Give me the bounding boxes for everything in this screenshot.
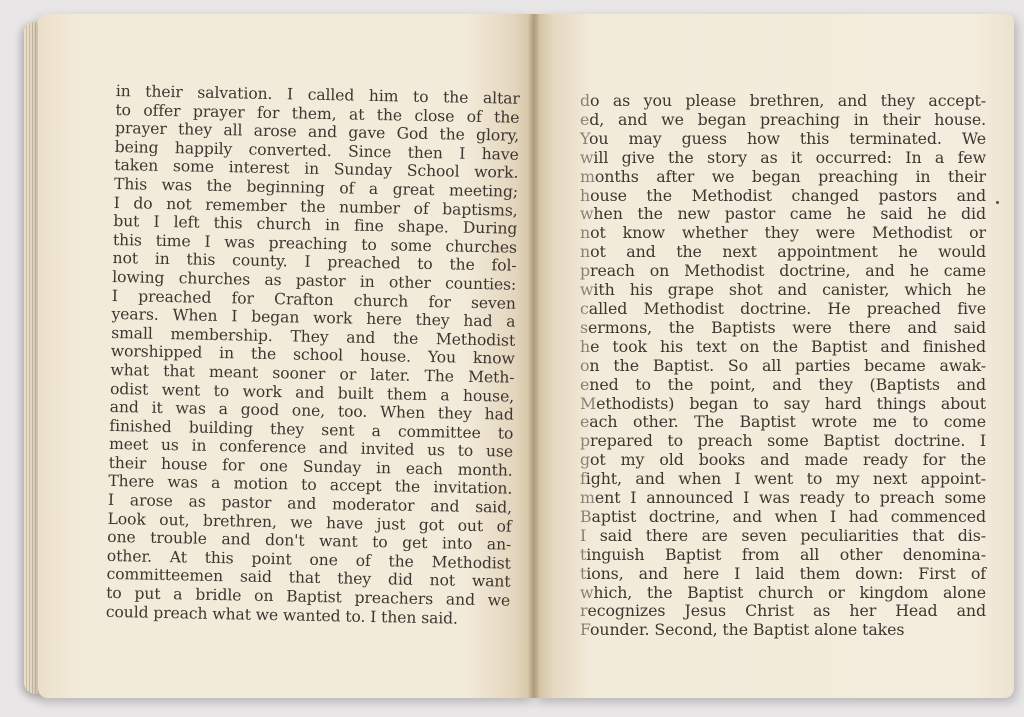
text-line: will give the story as it occurred: In a few <box>580 147 986 167</box>
text-line: to put a bridle on Baptist preachers and we <box>106 583 511 610</box>
text-line: tinguish Baptist from all other denomina- <box>580 544 986 564</box>
text-line: I said there are seven peculiarities that dis- <box>580 525 986 545</box>
text-line: not in this county. I preached to the fol- <box>112 249 517 276</box>
right-page-text <box>580 92 986 640</box>
text-line: Methodists) began to say hard things about <box>580 393 986 413</box>
text-line: which, the Baptist church or kingdom alone <box>580 582 986 602</box>
text-line: sermons, the Baptists were there and said <box>580 317 986 337</box>
ink-speck <box>996 201 999 204</box>
text-line: not know whether they were Methodist or <box>580 223 986 243</box>
right-page <box>534 14 1014 698</box>
text-line: worshipped in the school house. You know <box>110 342 515 369</box>
text-line: ed, and we began preaching in their house. <box>580 109 986 129</box>
text-line: he took his text on the Baptist and finished <box>580 336 986 356</box>
text-line: taken some interest in Sunday School work. <box>114 156 519 183</box>
text-line: This was the beginning of a great meeting; <box>113 174 519 201</box>
open-book <box>24 8 1014 705</box>
text-line: not and the next appointment he would <box>580 242 986 262</box>
text-line: finished building they sent a committee to <box>109 416 514 443</box>
text-line: what that meant sooner or later. The Meth- <box>110 360 515 387</box>
text-line: tions, and here I laid them down: First of <box>580 563 986 583</box>
left-page-text <box>106 82 520 629</box>
text-line: but I left this church in fine shape. During <box>113 212 518 238</box>
text-line: other. At this point one of the Methodist <box>106 546 512 573</box>
text-line: meet us in conference and invited us to use <box>108 435 514 461</box>
text-line: months after we began preaching in their <box>580 166 986 186</box>
text-line: recognizes Jesus Christ as her Head and <box>580 601 986 621</box>
text-line: house the Methodist changed pastors and <box>580 185 986 205</box>
text-line: when the new pastor came he said he did <box>580 204 986 224</box>
text-line: on the Baptist. So all parties became awak- <box>580 355 986 375</box>
text-line: could preach what we wanted to. I then said. <box>105 602 459 628</box>
text-line: one trouble and don't want to get into an- <box>107 528 512 554</box>
text-line: Look out, brethren, we have just got out of <box>107 509 512 536</box>
text-line: being happily converted. Since then I have <box>114 137 519 164</box>
text-line: lowing churches as pastor in other counties: <box>112 267 517 294</box>
text-line: Founder. Second, the Baptist alone takes <box>580 620 905 640</box>
text-line: committeemen said that they did not want <box>106 565 511 592</box>
text-line: called Methodist doctrine. He preached five <box>580 298 986 318</box>
text-line: small membership. They and the Methodist <box>111 323 516 350</box>
text-line: prayer they all arose and gave God the glory, <box>114 119 520 145</box>
text-line: I arose as pastor and moderator and said, <box>107 490 513 517</box>
text-line: odist went to work and built them a house, <box>109 379 515 406</box>
text-line: I preached for Crafton church for seven <box>111 286 516 313</box>
text-line: preach on Methodist doctrine, and he came <box>580 261 986 281</box>
text-line: to offer prayer for them, at the close of the <box>115 100 520 127</box>
text-line: with his grape shot and canister, which he <box>580 280 986 300</box>
text-line: each other. The Baptist wrote me to come <box>580 412 986 432</box>
text-line: ened to the point, and they (Baptists and <box>580 374 986 394</box>
text-line: their house for one Sunday in each month. <box>108 453 513 480</box>
text-line: ment I announced I was ready to preach some <box>580 488 986 508</box>
text-line: in their salvation. I called him to the altar <box>115 82 520 108</box>
text-line: You may guess how this terminated. We <box>580 128 986 148</box>
text-line: prepared to preach some Baptist doctrine. I <box>580 431 986 451</box>
left-page <box>38 14 534 698</box>
text-line: Baptist doctrine, and when I had commenced <box>580 506 986 526</box>
text-line: I do not remember the number of baptisms, <box>113 193 518 220</box>
text-line: got my old books and made ready for the <box>580 450 986 470</box>
text-line: do as you please brethren, and they accept- <box>580 91 986 110</box>
text-line: years. When I began work here they had a <box>111 305 516 331</box>
text-line: this time I was preaching to some churches <box>112 230 518 257</box>
text-line: and it was a good one, too. When they had <box>109 398 514 424</box>
text-line: There was a motion to accept the invitation. <box>108 472 513 499</box>
text-line: fight, and when I went to my next appoint- <box>580 469 986 489</box>
